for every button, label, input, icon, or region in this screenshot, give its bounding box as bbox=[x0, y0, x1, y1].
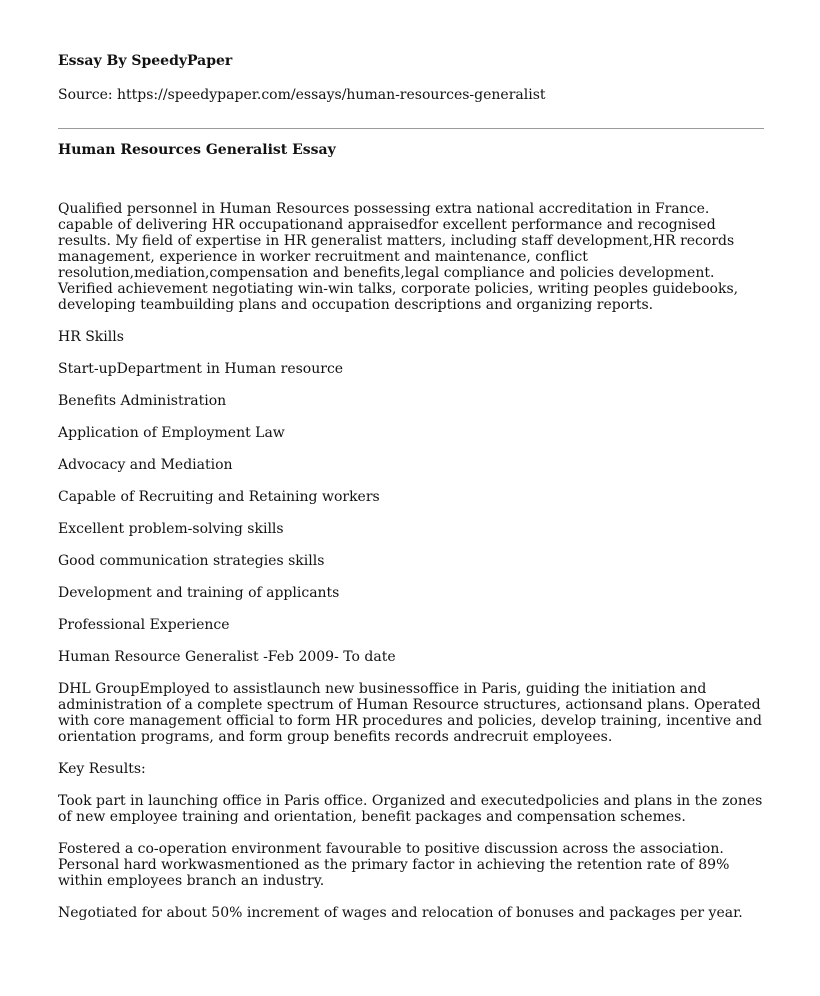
document-header-title: Essay By SpeedyPaper bbox=[58, 53, 233, 69]
essay-paragraph: Human Resource Generalist -Feb 2009- To date bbox=[58, 649, 396, 665]
essay-body bbox=[58, 201, 764, 937]
essay-paragraph: Development and training of applicants bbox=[58, 585, 340, 601]
essay-paragraph: Capable of Recruiting and Retaining workers bbox=[58, 489, 380, 505]
essay-paragraph: Key Results: bbox=[58, 761, 146, 777]
essay-paragraph: Advocacy and Mediation bbox=[58, 457, 233, 473]
essay-paragraph: Professional Experience bbox=[58, 617, 230, 633]
essay-paragraph: Fostered a co-operation environment favourable to positive discussion across the association. Personal hard workwasmentioned as the primary factor in achieving the retention rate of 89% within employees branch an industry. bbox=[58, 841, 730, 889]
essay-paragraph: Start-upDepartment in Human resource bbox=[58, 361, 344, 377]
essay-title: Human Resources Generalist Essay bbox=[58, 142, 336, 158]
essay-paragraph: Negotiated for about 50% increment of wages and relocation of bonuses and packages per year. bbox=[58, 905, 743, 921]
source-line: Source: https://speedypaper.com/essays/human-resources-generalist bbox=[58, 87, 546, 103]
divider bbox=[58, 128, 764, 129]
essay-paragraph: Good communication strategies skills bbox=[58, 553, 325, 569]
essay-paragraph: HR Skills bbox=[58, 329, 124, 345]
essay-paragraph: Benefits Administration bbox=[58, 393, 227, 409]
essay-paragraph: Application of Employment Law bbox=[58, 425, 285, 441]
essay-paragraph: DHL GroupEmployed to assistlaunch new businessoffice in Paris, guiding the initiation and administration of a complete spectrum of Human Resource structures, actionsand plans. Operated with core management official to form HR procedures and policies, develop training, incentive and orientation programs, and form group benefits records andrecruit employees. bbox=[58, 681, 762, 745]
essay-paragraph: Excellent problem-solving skills bbox=[58, 521, 284, 537]
essay-paragraph: Qualified personnel in Human Resources possessing extra national accreditation in France. capable of delivering HR occupationand appraisedfor excellent performance and recognised results. My field of expertise in HR generalist matters, including staff development,HR records management, experience in worker recruitment and maintenance, conflict resolution,mediation,compensation and benefits,legal compliance and policies development. Verified achievement negotiating win-win talks, corporate policies, writing peoples guidebooks, developing teambuilding plans and occupation descriptions and organizing reports. bbox=[58, 201, 739, 313]
essay-paragraph: Took part in launching office in Paris office. Organized and executedpolicies and plans in the zones of new employee training and orientation, benefit packages and compensation schemes. bbox=[58, 793, 763, 825]
